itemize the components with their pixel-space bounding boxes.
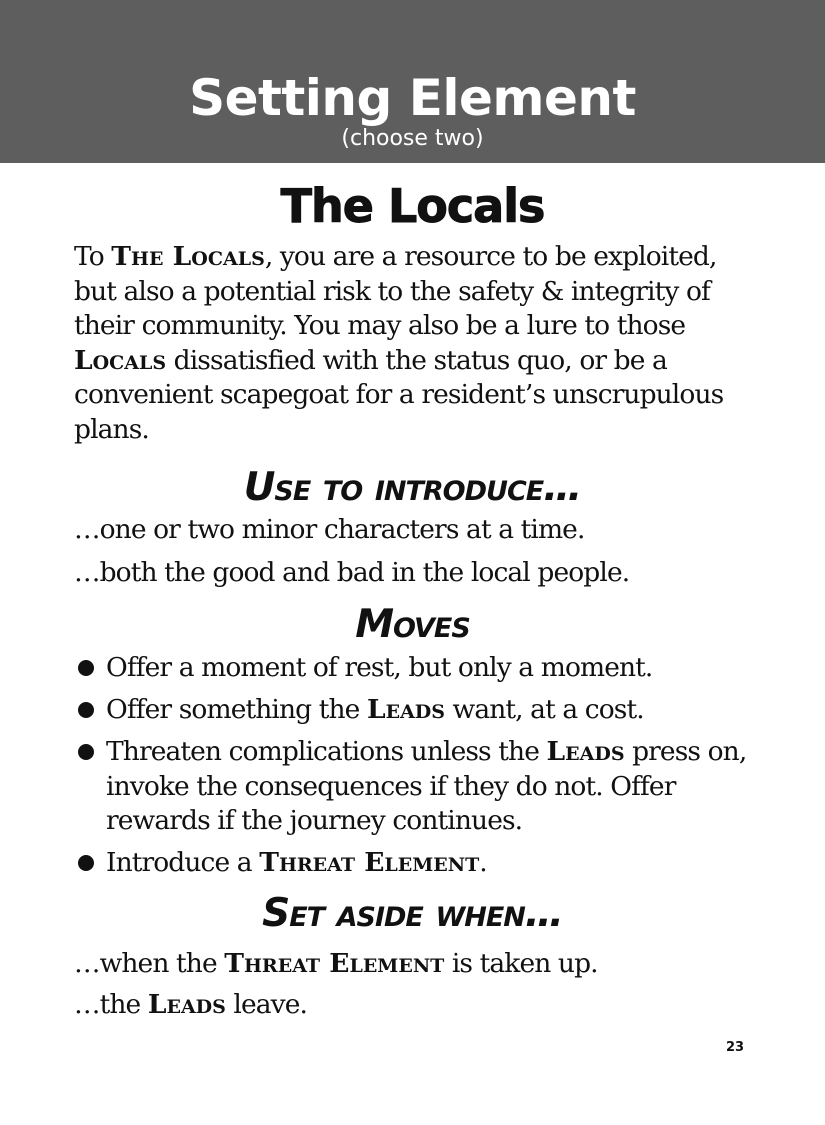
move-text-part: Threaten complications unless the: [106, 736, 547, 767]
bullet-icon: [78, 651, 106, 676]
page-header: [0, 0, 825, 163]
intro-term-locals: Locals: [74, 344, 167, 376]
move-text-part: press on, invoke the consequences if they do not. Offer rewards if the journey continues.: [106, 736, 747, 836]
set-aside-heading: Set aside when…: [262, 891, 563, 936]
term-threat-element: Threat Element: [259, 847, 480, 878]
move-item: [78, 693, 778, 728]
move-text-part: .: [479, 847, 487, 878]
bullet-icon: [78, 693, 106, 718]
move-text-part: Introduce a: [106, 847, 260, 878]
move-item: [78, 735, 778, 839]
intro-term-the-locals: The Locals: [111, 241, 265, 272]
set-aside-text: is taken up.: [444, 948, 598, 979]
intro-paragraph: [74, 240, 764, 447]
term-leads: Leads: [147, 989, 226, 1020]
introduce-item-2: …both the good and bad in the local people.: [74, 557, 630, 588]
page-number: 23: [726, 1040, 745, 1055]
bullet-icon: [78, 846, 106, 871]
move-text: [106, 735, 778, 839]
move-text-part: want, at a cost.: [445, 694, 644, 725]
move-text: [106, 693, 778, 728]
set-aside-item-1: [74, 947, 774, 981]
intro-text-1: To: [74, 241, 112, 272]
header-title: Setting Element: [189, 69, 636, 127]
page-title: The Locals: [280, 179, 545, 233]
move-item: [78, 651, 778, 686]
moves-list: [78, 651, 778, 888]
move-text-part: Offer something the: [106, 694, 367, 725]
term-threat-element: Threat Element: [224, 948, 445, 979]
use-to-introduce-heading: Use to introduce…: [243, 465, 582, 510]
bullet-icon: [78, 735, 106, 760]
intro-text-3: dissatisfied with the status quo, or be a convenient scapegoat for a resident’s unscrupulous plans.: [74, 344, 724, 445]
moves-heading: Moves: [355, 602, 470, 647]
move-text: Offer a moment of rest, but only a moment.: [106, 652, 653, 683]
set-aside-text: leave.: [225, 989, 308, 1020]
intro-text-2: , you are a resource to be exploited, but also a potential risk to the safety & integrity of their community. You may also be a lure to those: [74, 241, 717, 341]
header-subtitle: (choose two): [341, 126, 484, 151]
term-leads: Leads: [366, 694, 446, 725]
move-item: [78, 846, 778, 881]
set-aside-text: …the: [74, 989, 148, 1020]
set-aside-item-2: [74, 988, 774, 1022]
term-leads: Leads: [546, 736, 625, 767]
introduce-item-1: …one or two minor characters at a time.: [74, 514, 585, 545]
move-text: [106, 846, 778, 881]
set-aside-text: …when the: [74, 948, 225, 979]
